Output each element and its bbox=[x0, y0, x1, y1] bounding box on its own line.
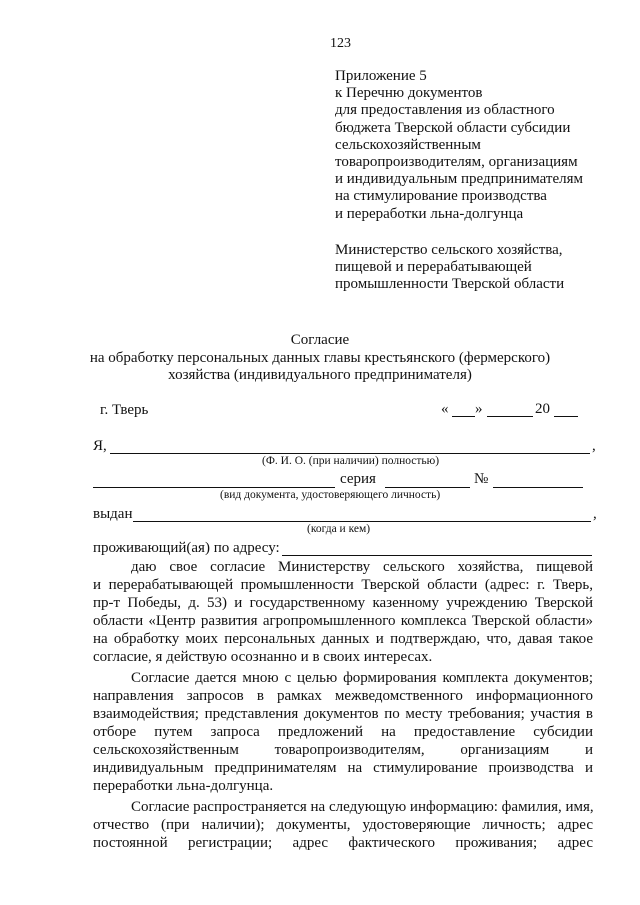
comma: , bbox=[592, 438, 596, 454]
paragraph-line: пр-т Победы, д. 53) и государственному казенному учреждению Тверской bbox=[93, 595, 593, 611]
full-name-caption: (Ф. И. О. (при наличии) полностью) bbox=[262, 455, 440, 467]
appendix-line: и индивидуальным предпринимателям bbox=[335, 171, 583, 188]
date-month-field[interactable] bbox=[487, 416, 533, 417]
date-year-field[interactable] bbox=[554, 416, 578, 417]
page-number: 123 bbox=[330, 36, 351, 51]
issued-by-field[interactable] bbox=[133, 521, 591, 522]
ministry-line: Министерство сельского хозяйства, bbox=[335, 242, 563, 258]
appendix-line: сельскохозяйственным bbox=[335, 136, 481, 153]
document-subtitle-line: на обработку персональных данных главы крестьянского (фермерского) bbox=[89, 350, 551, 366]
date-close-quote: » bbox=[475, 401, 483, 417]
comma: , bbox=[593, 506, 597, 522]
appendix-line: для предоставления из областного bbox=[335, 102, 555, 119]
paragraph-line: даю свое согласие Министерству сельского хозяйства, пищевой bbox=[131, 559, 593, 575]
address-field[interactable] bbox=[282, 555, 592, 556]
paragraph-line: Согласие распространяется на следующую информацию: фамилия, имя, bbox=[131, 799, 594, 815]
paragraph-line: индивидуальным предпринимателям на стимулирование производства и bbox=[93, 760, 593, 776]
paragraph-line: отчество (при наличии); документы, удостоверяющие личность; адрес bbox=[93, 817, 593, 833]
i-label: Я, bbox=[93, 438, 107, 454]
ministry-addressee bbox=[335, 242, 564, 294]
series-field[interactable] bbox=[385, 487, 470, 488]
series-label: серия bbox=[340, 471, 376, 487]
issued-label: выдан bbox=[93, 506, 133, 522]
residing-label: проживающий(ая) по адресу: bbox=[93, 540, 280, 556]
number-field[interactable] bbox=[493, 487, 583, 488]
paragraph-line: взаимодействия; представления документов по месту требования; участия в bbox=[93, 706, 593, 722]
ministry-line: пищевой и перерабатывающей bbox=[335, 259, 532, 276]
city-label: г. Тверь bbox=[100, 402, 149, 418]
full-name-field[interactable] bbox=[110, 453, 590, 454]
appendix-line: бюджета Тверской области субсидии bbox=[335, 119, 571, 136]
document-title: Согласие bbox=[290, 332, 350, 348]
paragraph-line: переработки льна-долгунца. bbox=[93, 778, 274, 794]
date-day-field[interactable] bbox=[452, 416, 475, 417]
paragraph-line: согласие, я действую осознанно и в своих интересах. bbox=[93, 649, 433, 665]
paragraph-line: направления запросов в рамках межведомственного информационного bbox=[93, 688, 593, 704]
date-year-prefix: 20 bbox=[535, 401, 550, 417]
document-subtitle-line: хозяйства (индивидуального предпринимателя) bbox=[168, 367, 472, 383]
issued-caption: (когда и кем) bbox=[307, 523, 371, 535]
document-type-field[interactable] bbox=[93, 487, 335, 488]
appendix-line: товаропроизводителям, организациям bbox=[335, 154, 578, 171]
paragraph-line: Согласие дается мною с целью формирования комплекта документов; bbox=[131, 670, 593, 686]
paragraph-line: отборе путем запроса предложений на предоставление субсидии bbox=[93, 724, 593, 740]
paragraph-line: постоянной регистрации; адрес фактического проживания; адрес bbox=[93, 835, 593, 851]
number-label: № bbox=[474, 471, 489, 487]
paragraph-line: сельскохозяйственным товаропроизводителям, организациям и bbox=[93, 742, 593, 758]
appendix-line: на стимулирование производства bbox=[335, 188, 547, 205]
document-type-caption: (вид документа, удостоверяющего личность) bbox=[220, 489, 441, 501]
paragraph-line: области «Центр развития агропромышленного комплекса Тверской области» bbox=[93, 613, 593, 629]
ministry-line: промышленности Тверской области bbox=[335, 276, 565, 293]
appendix-header bbox=[335, 68, 583, 223]
appendix-line: Приложение 5 bbox=[335, 68, 427, 84]
paragraph-line: и перерабатывающей промышленности Тверской области (адрес: г. Тверь, bbox=[93, 577, 593, 593]
appendix-line: к Перечню документов bbox=[335, 85, 483, 102]
paragraph-line: на обработку моих персональных данных и подтверждаю, что, давая такое bbox=[93, 631, 593, 647]
appendix-line: и переработки льна-долгунца bbox=[335, 205, 524, 222]
date-open-quote: « bbox=[441, 401, 449, 417]
